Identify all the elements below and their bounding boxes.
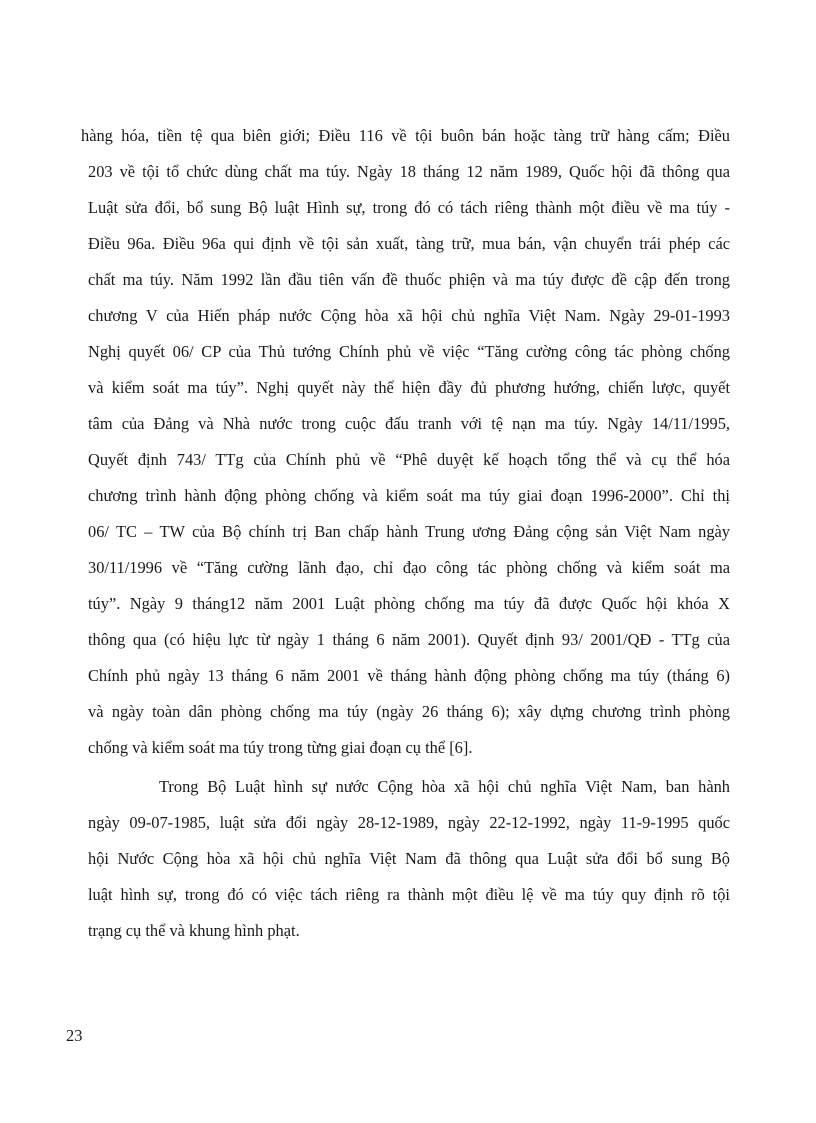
text-line: Điều 96a. Điều 96a qui định về tội sản xuất, tàng trữ, mua bán, vận chuyển trái phép các [88,234,730,253]
text-line: hội Nước Cộng hòa xã hội chủ nghĩa Việt Nam đã thông qua Luật sửa đổi bổ sung Bộ [88,849,730,868]
text-line: Quyết định 743/ TTg của Chính phủ về “Phê duyệt kế hoạch tổng thể và cụ thể hóa [88,450,730,469]
text-line: và ngày toàn dân phòng chống ma túy (ngày 26 tháng 6); xây dựng chương trình phòng [88,702,730,721]
text-line: chất ma túy. Năm 1992 lần đầu tiên vấn đề thuốc phiện và ma túy được đề cập đến trong [88,270,730,289]
text-line: Chính phủ ngày 13 tháng 6 năm 2001 về tháng hành động phòng chống ma túy (tháng 6) [88,666,730,685]
text-line: luật hình sự, trong đó có việc tách riêng ra thành một điều lệ về ma túy quy định rõ tội [88,885,730,904]
text-line: 203 về tội tổ chức dùng chất ma túy. Ngày 18 tháng 12 năm 1989, Quốc hội đã thông qua [88,162,730,181]
text-line: túy”. Ngày 9 tháng12 năm 2001 Luật phòng chống ma túy đã được Quốc hội khóa X [88,594,730,613]
text-line: ngày 09-07-1985, luật sửa đổi ngày 28-12-1989, ngày 22-12-1992, ngày 11-9-1995 quốc [88,813,730,832]
text-line: Nghị quyết 06/ CP của Thủ tướng Chính phủ về việc “Tăng cường công tác phòng chống [88,342,730,361]
text-line: chương V của Hiến pháp nước Cộng hòa xã hội chủ nghĩa Việt Nam. Ngày 29-01-1993 [88,306,730,325]
text-line: tâm của Đảng và Nhà nước trong cuộc đấu tranh với tệ nạn ma túy. Ngày 14/11/1995, [88,414,730,433]
text-line: và kiểm soát ma túy”. Nghị quyết này thể hiện đầy đủ phương hướng, chiến lược, quyết [88,378,730,397]
text-line: 06/ TC – TW của Bộ chính trị Ban chấp hành Trung ương Đảng cộng sản Việt Nam ngày [88,522,730,541]
page-number: 23 [66,1026,83,1045]
text-line: chương trình hành động phòng chống và kiểm soát ma túy giai đoạn 1996-2000”. Chỉ thị [88,486,730,505]
text-line: 30/11/1996 về “Tăng cường lãnh đạo, chỉ đạo công tác phòng chống và kiểm soát ma [88,558,730,577]
text-line: thông qua (có hiệu lực từ ngày 1 tháng 6 năm 2001). Quyết định 93/ 2001/QĐ - TTg của [88,630,730,649]
text-line: Luật sửa đổi, bổ sung Bộ luật Hình sự, trong đó có tách riêng thành một điều về ma túy - [88,198,730,217]
text-line: chống và kiểm soát ma túy trong từng giai đoạn cụ thể [6]. [88,738,473,757]
text-line: trạng cụ thể và khung hình phạt. [88,921,300,940]
text-line: hàng hóa, tiền tệ qua biên giới; Điều 116 về tội buôn bán hoặc tàng trữ hàng cấm; Điều [81,126,730,145]
text-line: Trong Bộ Luật hình sự nước Cộng hòa xã hội chủ nghĩa Việt Nam, ban hành [159,777,730,796]
